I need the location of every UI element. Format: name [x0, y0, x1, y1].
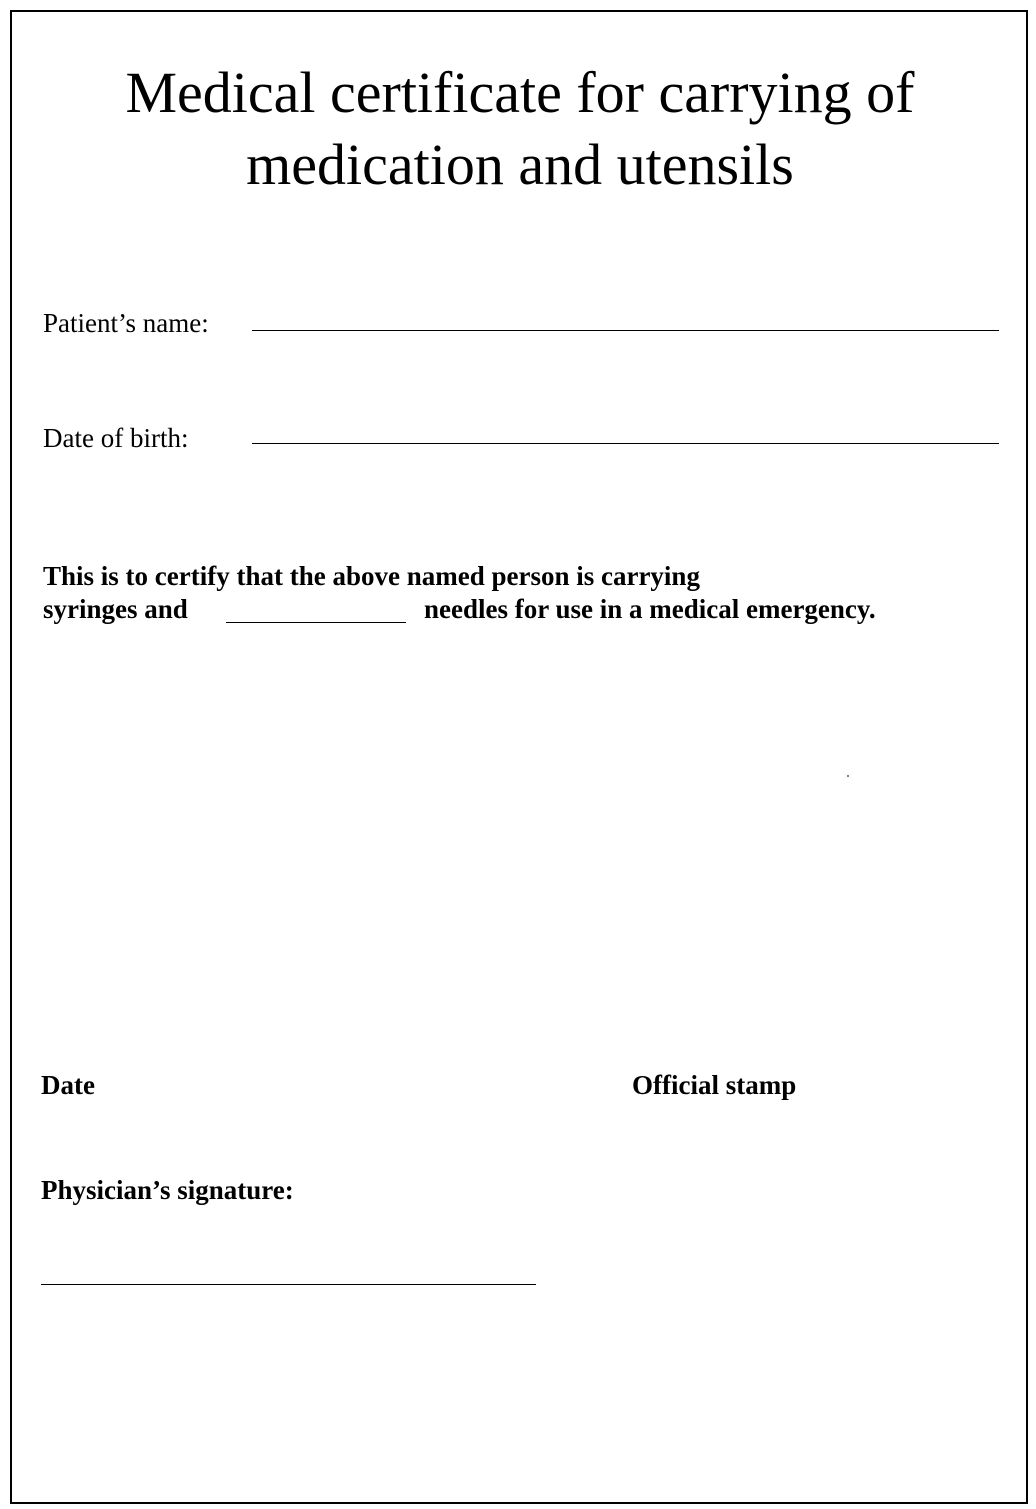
official-stamp-label: Official stamp	[632, 1070, 797, 1100]
patient-name-label: Patient’s name:	[43, 308, 209, 338]
certification-text-line-1: This is to certify that the above named person is carrying	[43, 561, 700, 591]
date-label: Date	[41, 1070, 95, 1100]
certification-text-line-2-start: syringes and	[43, 594, 188, 624]
date-of-birth-field[interactable]	[252, 443, 999, 444]
needle-type-field[interactable]	[226, 622, 406, 623]
document-title-line-1: Medical certificate for carrying of	[125, 60, 915, 125]
patient-name-field[interactable]	[252, 330, 999, 331]
physician-signature-label: Physician’s signature:	[41, 1175, 294, 1205]
document-title-line-2: medication and utensils	[246, 132, 794, 197]
scan-speck	[847, 775, 849, 777]
certification-text-line-2-end: needles for use in a medical emergency.	[424, 594, 876, 624]
date-of-birth-label: Date of birth:	[43, 423, 189, 453]
page-border	[10, 10, 1028, 1504]
physician-signature-field[interactable]	[41, 1284, 536, 1285]
